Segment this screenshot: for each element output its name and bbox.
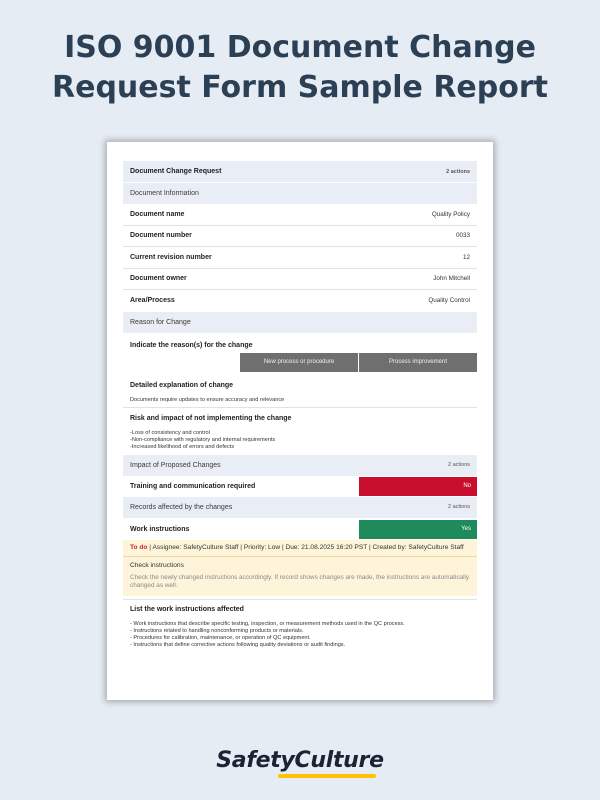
divider [123,599,477,600]
list-line: - Instructions that define corrective actions following quality deviations or audit findings. [130,642,346,649]
list-line: - Procedures for calibration, maintenance, or operation of QC equipment. [130,635,311,642]
list-question: List the work instructions affected [130,605,244,613]
list-line: - Work instructions that describe specific testing, inspection, or measurement methods used in the QC process. [130,620,405,627]
field-label: Current revision number [130,253,212,261]
section-title: Reason for Change [130,318,191,326]
action-body [123,556,477,595]
section-actions-count[interactable]: 2 actions [447,462,470,469]
reason-question: Indicate the reason(s) for the change [130,341,253,349]
section-title: Impact of Proposed Changes [130,461,221,469]
action-description: Check the newly changed instructions accordingly. If record shows changes are made, the instructions are automatically changed as well. [130,574,470,590]
choice-process-improvement: Process improvement [359,353,477,372]
explanation-question: Detailed explanation of change [130,381,234,389]
section-title: Document Information [130,190,199,197]
action-meta [123,540,477,557]
section-reason-for-change [123,312,477,333]
page-heading [0,28,600,108]
heading-line-2: Request Form Sample Report [52,70,548,105]
field-current-revision-number [123,247,477,269]
work-instructions-row [123,520,477,539]
section-records-affected [123,497,477,518]
work-instructions-question: Work instructions [130,525,190,533]
action-title: Check instructions [130,562,184,570]
field-label: Document owner [130,275,187,283]
answer-no-badge: No [359,477,477,496]
field-value: 0033 [455,232,470,240]
reason-choices [123,353,477,372]
report-sheet [107,142,493,700]
choice-new-process: New process or procedure [240,353,358,372]
field-value: Quality Policy [431,210,470,218]
heading-line-1: ISO 9001 Document Change [64,30,536,65]
field-value: 12 [462,253,470,261]
action-status: To do [130,543,148,551]
risk-question: Risk and impact of not implementing the change [130,414,292,422]
action-card[interactable] [123,540,477,596]
safetyculture-logo: SafetyCulture [216,748,384,773]
report-title-row [123,161,477,182]
section-title: Records affected by the changes [130,503,233,511]
section-impact-of-proposed-changes [123,455,477,476]
section-document-information [123,183,477,204]
report-title: Document Change Request [130,168,222,175]
list-answer [123,621,477,650]
list-line: - Instructions related to handling nonconforming products or materials. [130,627,304,634]
report-actions-count[interactable]: 2 actions [446,168,470,175]
answer-yes-badge: Yes [359,520,477,539]
field-document-number [123,226,477,248]
field-document-name [123,204,477,226]
report-content [123,161,477,650]
risk-answer [123,430,477,455]
risk-line: -Non-compliance with regulatory and internal requirements [130,437,276,444]
field-value: John Mitchell [433,275,470,283]
training-question-row [123,477,477,496]
field-document-owner [123,269,477,291]
divider [123,407,477,408]
logo-underline [278,774,376,778]
section-actions-count[interactable]: 2 actions [447,504,470,511]
field-label: Document name [130,210,185,218]
training-question: Training and communication required [130,482,256,490]
field-label: Document number [130,232,192,240]
action-details: | Assignee: SafetyCulture Staff | Priority: Low | Due: 21.08.2025 16:20 PST | Created by: SafetyCulture Staff [147,543,464,551]
field-area-process [123,290,477,312]
explanation-answer: Documents require updates to ensure accuracy and relevance [130,396,285,403]
risk-line: -Loss of consistency and control [130,429,210,436]
field-label: Area/Process [130,297,175,305]
risk-line: -Increased likelihood of errors and defects [130,444,235,451]
field-value: Quality Control [428,297,470,305]
